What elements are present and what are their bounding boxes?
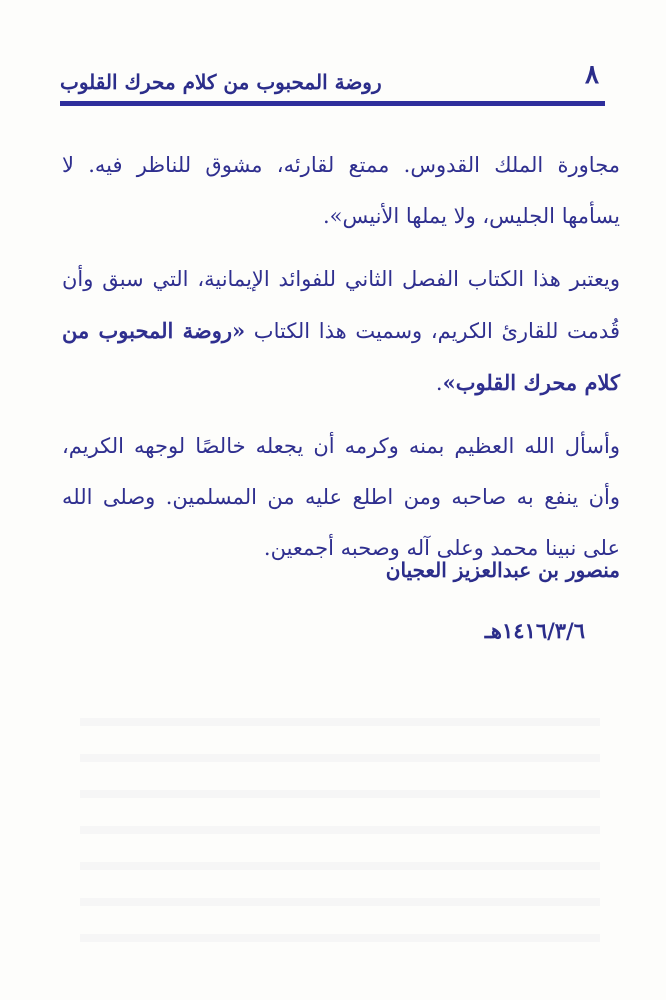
- paragraph-2-end: .: [435, 371, 443, 395]
- running-title: روضة المحبوب من كلام محرك القلوب: [60, 70, 382, 94]
- paragraph-2: [62, 254, 620, 409]
- book-title-bold: «روضة المحبوب من كلام محرك القلوب»: [62, 318, 620, 395]
- paragraph-1: [62, 140, 620, 242]
- paragraph-3: [62, 421, 620, 574]
- paragraph-1-text: مجاورة الملك القدوس. ممتع لقارئه، مشوق للناظر فيه. لا يسأمها الجليس، ولا يملها الأنيس».: [62, 153, 620, 228]
- paragraph-3-text: وأسأل الله العظيم بمنه وكرمه أن يجعله خالصًا لوجهه الكريم، وأن ينفع به صاحبه ومن اطلع عليه من المسلمين. وصلى الله على نبينا محمد وعلى آله وصحبه أجمعين.: [62, 434, 620, 560]
- page-number: ٨: [585, 60, 599, 90]
- hijri-date: ١٤١٦/٣/٦هـ: [484, 618, 585, 643]
- show-through-texture: [80, 690, 600, 970]
- author-signature: منصور بن عبدالعزيز العجيان: [385, 558, 620, 582]
- paragraph-2-text: ويعتبر هذا الكتاب الفصل الثاني للفوائد الإيمانية، التي سبق وأن قُدمت للقارئ الكريم، وسميت هذا الكتاب: [62, 267, 620, 343]
- body-text: [62, 140, 620, 586]
- page-header: [60, 58, 605, 102]
- header-divider: [60, 101, 605, 106]
